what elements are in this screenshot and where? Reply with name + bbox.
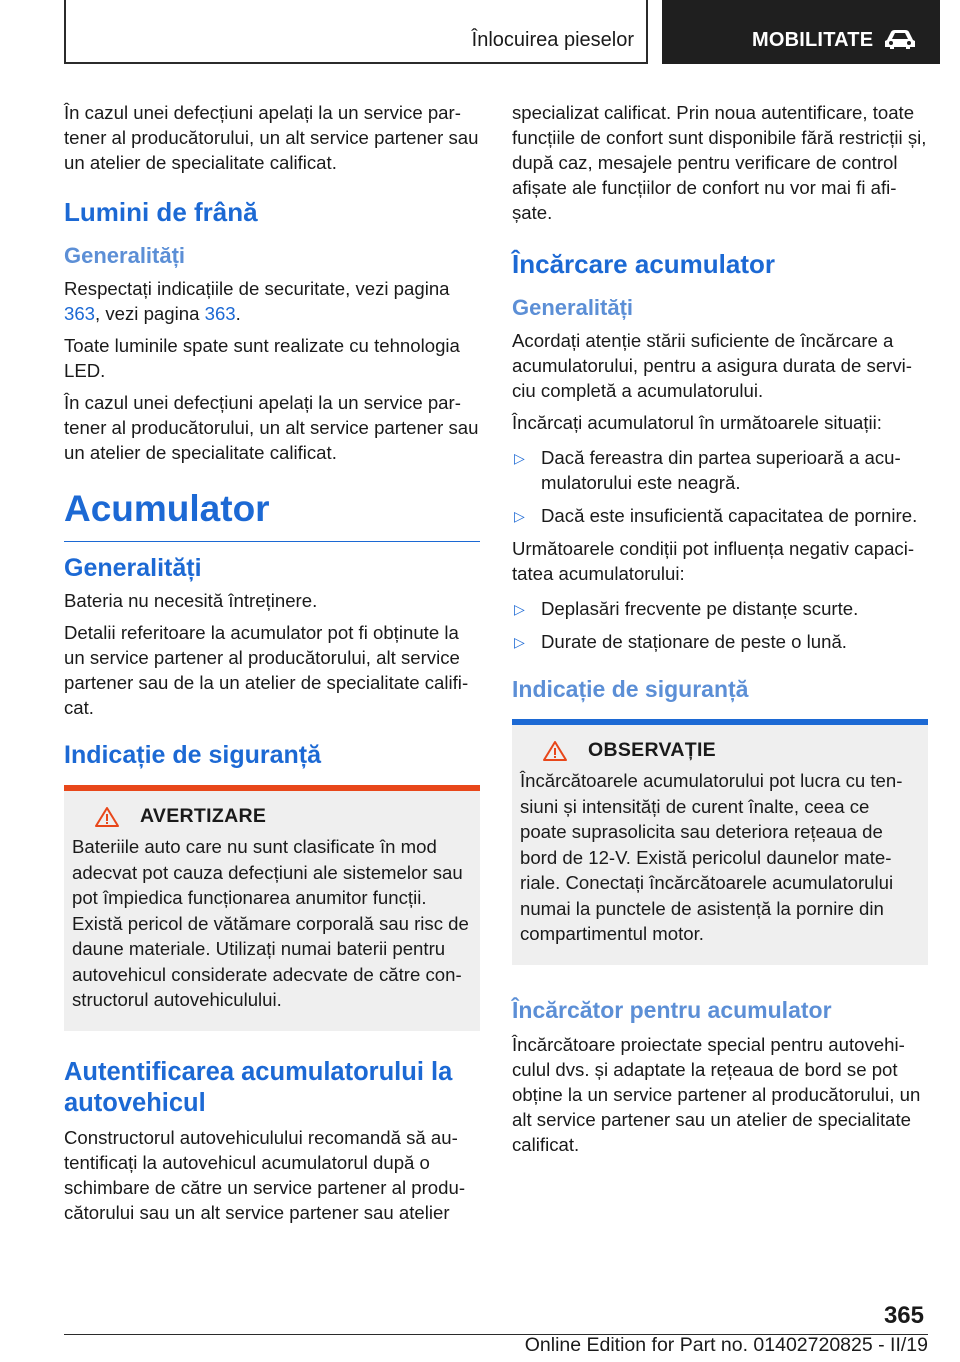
header-section-box (64, 0, 648, 64)
left-column (64, 100, 480, 1232)
brake-lights-heading: Lumini de frână (64, 197, 258, 227)
list-item: ▷ Dacă fereastra din partea superioară a acumulatorului este neagră. (514, 447, 901, 493)
authentication-continued: specializat calificat. Prin noua autentificare, toate funcțiile de confort sunt disponibile fără restricții și, după caz, mesajele pentru verificare de control afișate ale funcțiilor de confort nu vor mai fi afișate. (512, 102, 927, 223)
battery-charger-text: Încărcătoare proiectate special pentru autovehiculul dvs. și adaptate la rețeaua de bord se pot obține la un service partener al producătorului, un alt service partener sau un atelier de specialitate calificat. (512, 1033, 921, 1155)
battery-authentication-text: Constructorul autovehiculului recomandă să autentificați la autovehicul acumulatorul după o schimbare de către un service partener al producătorului sau un alt service partener sau atelier (64, 1126, 466, 1223)
battery-charger-heading: Încărcător pentru acumulator (512, 996, 832, 1023)
page-link-363-b[interactable]: 363 (204, 303, 236, 324)
warning-title: AVERTIZARE (140, 805, 267, 827)
charging-general-subheading: Generalități (512, 295, 634, 320)
brake-paragraph-3: În cazul unei defecțiuni apelați la un service partener al producătorului, un alt service partener sau un atelier de specialitate calificat. (64, 392, 479, 463)
warning-text: Bateriile auto care nu sunt clasificate în mod adecvat pot cauza defecțiuni ale sistemelor sau pot împiedica funcționarea anumitor funcții. Există pericol de vătămare corporală sau risc de daune materiale. Utilizați numai baterii pentru autovehicul considerate adecvate de către constructorul autovehiculului. (72, 836, 469, 1010)
right-column (512, 100, 928, 1164)
triangle-bullet-icon: ▷ (514, 601, 525, 617)
battery-chapter-heading: Acumulator (64, 487, 480, 542)
battery-charging-heading: Încărcare acumulator (512, 249, 776, 279)
page-number: 365 (883, 1302, 924, 1329)
triangle-bullet-icon: ▷ (514, 508, 525, 524)
list-item: ▷ Durate de staționare de peste o lună. (512, 629, 928, 654)
note-box (512, 719, 928, 965)
battery-general-subheading: Generalități (64, 554, 202, 582)
warning-box (64, 785, 480, 1031)
list-item: ▷ Deplasări frecvente pe distanțe scurte. (512, 596, 928, 621)
list-item: ▷ Dacă este insuficientă capacitatea de pornire. (512, 503, 928, 528)
warning-triangle-icon (542, 740, 568, 762)
intro-paragraph: În cazul unei defecțiuni apelați la un service partener al producătorului, un alt service partener sau un atelier de specialitate calificat. (64, 102, 479, 173)
header-section-title: Înlocuirea pieselor (471, 29, 634, 51)
footer-edition: Online Edition for Part no. 01402720825 - II/19 (524, 1334, 928, 1356)
car-icon (882, 28, 918, 50)
page-link-363[interactable]: 363 (64, 303, 96, 324)
warning-triangle-icon (94, 806, 120, 828)
triangle-bullet-icon: ▷ (514, 450, 525, 466)
warning-title-row (72, 805, 472, 828)
charging-situations-list (512, 445, 928, 528)
note-title-row (520, 739, 920, 762)
triangle-bullet-icon: ▷ (514, 634, 525, 650)
safety-heading-left: Indicație de siguranță (64, 741, 322, 769)
header-chapter-box (662, 0, 940, 64)
battery-paragraph-2: Detalii referitoare la acumulator pot fi obținute la un service partener al producătorului, alt service partener sau de la un atelier de specialitate calificat. (64, 622, 469, 718)
charging-paragraph-3: Următoarele condiții pot influența negativ capacitatea acumulatorului: (512, 538, 915, 584)
brake-general-subheading: Generalități (64, 243, 186, 268)
safety-heading-right: Indicație de siguranță (512, 676, 749, 702)
note-title: OBSERVAȚIE (588, 739, 716, 761)
brake-paragraph-1: Respectați indicațiile de securitate, vezi pagina 363, vezi pagina 363. (64, 278, 450, 324)
note-text: Încărcătoarele acumulatorului pot lucra cu tensiuni și intensități de curent înalte, ceea ce poate suprasolicita sau deteriora rețeaua de bord de 12-V. Există pericolul daunelor materiale. Conectați încărcătoarele acumulatorului numai la punctele de asistență la pornire din compartimentul motor. (520, 770, 903, 944)
charging-paragraph-2: Încărcați acumulatorul în următoarele situații: (512, 412, 882, 433)
charging-paragraph-1: Acordați atenție stării suficiente de încărcare a acumulatorului, pentru a asigura durata de serviciu completă a acumulatorului. (512, 330, 912, 401)
capacity-conditions-list (512, 596, 928, 654)
header-chapter-title: MOBILITATE (752, 29, 874, 51)
battery-authentication-heading: Autentificarea acumulatorului la autovehicul (64, 1057, 453, 1117)
battery-paragraph-1: Bateria nu necesită întreținere. (64, 590, 318, 611)
brake-paragraph-2: Toate luminile spate sunt realizate cu tehnologia LED. (64, 335, 460, 381)
